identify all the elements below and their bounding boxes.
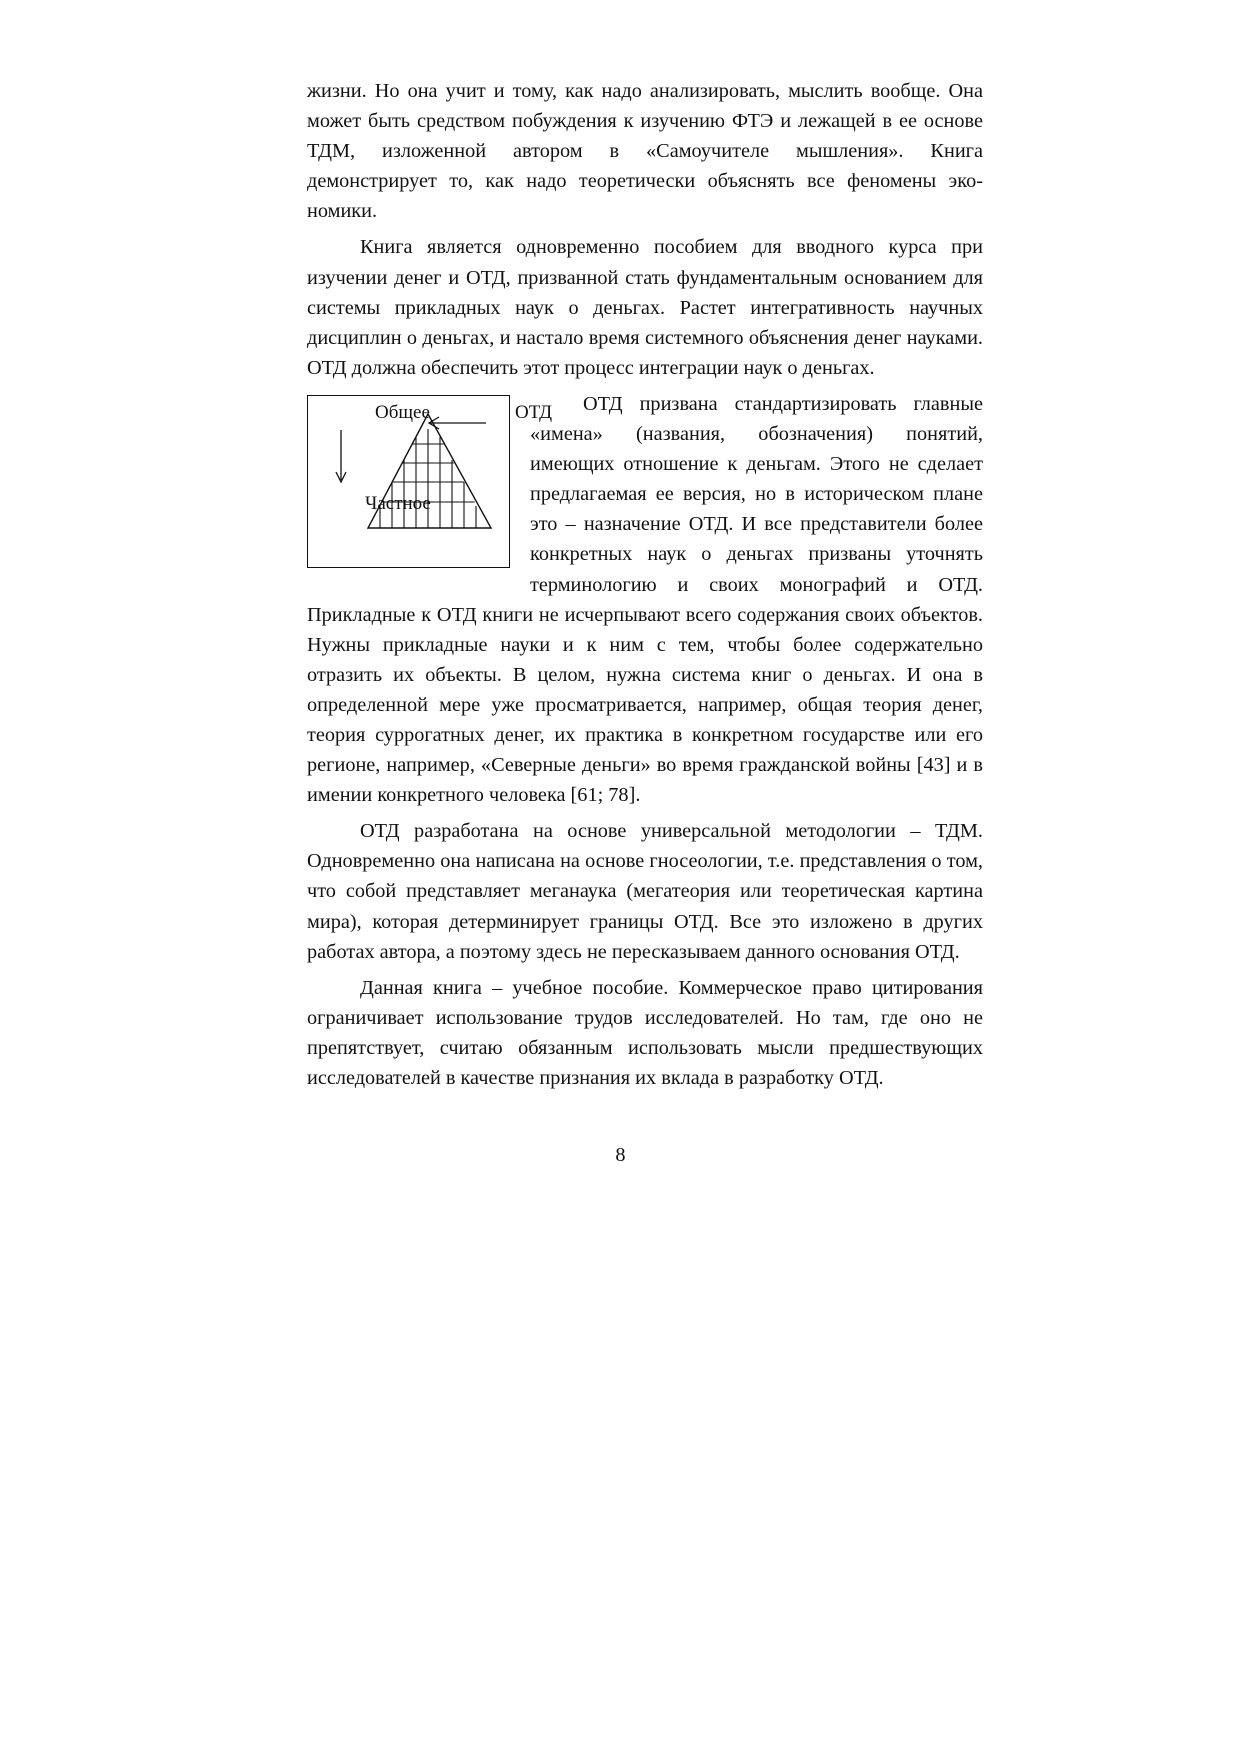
paragraph-1: жизни. Но она учит и тому, как надо анализировать, мыслить вообще. Она может быть средством побуждения к изучению ФТЭ и лежащей в ее основе ТДМ, изложенной автором в «Самоучителе мышления». Книга демонстрирует то, как надо теоретически объяснять все феномены экономики. [307,80,983,223]
paragraph-3-text: ОТД призвана стандартизировать главные «имена» (названия, обозначения) понятий, имеющих отношение к деньгам. Этого не сделает предлагаемая ее версия, но в историческом плане это – назначение ОТД. И все представители более конкретных наук о деньгах призваны уточнять терминологию и своих монографий и ОТД. Прикладные к ОТД книги не исчерпывают всего содержания своих объектов. Нужны прикладные науки и к ним с тем, чтобы более содержательно отразить их объекты. В целом, нужна система книг о деньгах. И она в определенной мере уже просматривается, например, общая теория денег, теория суррогатных денег, их практика в конкретном государстве или его регионе, например, «Северные деньги» во время гражданской войны [43] и в имении конкретного человека [61; 78]. [307,392,983,807]
paragraph-3 [307,389,983,810]
label-otd: ОТД [515,401,553,423]
label-particular: Частное [365,492,431,514]
paragraph-5: Данная книга – учебное пособие. Коммерческое право цитирования ограничивает использование трудов исследователей. Но там, где оно не препятствует, считаю обязанным использовать мысли предшествующих исследователей в качестве признания их вклада в разработку ОТД. [307,976,983,1089]
page-number: 8 [615,1144,626,1166]
paragraph-2: Книга является одновременно пособием для вводного курса при изучении денег и ОТД, призванной стать фундаментальным основанием для системы прикладных наук о деньгах. Растет интегративность научных дисциплин о деньгах, и настало время системного объяснения денег науками. ОТД должна обеспечить этот процесс интеграции наук о деньгах. [307,236,983,379]
label-general: Общее [375,401,430,423]
page-text [307,76,983,1099]
paragraph-4: ОТД разработана на основе универсальной методологии – ТДМ. Одновременно она написана на основе гносеологии, т.е. представления о том, что собой представляет меганаука (мегатеория или теоретическая картина мира), которая детерминирует границы ОТД. Все это изложено в других работах автора, а поэтому здесь не пересказываем данного основания ОТД. [307,820,983,963]
pyramid-figure [307,395,553,568]
